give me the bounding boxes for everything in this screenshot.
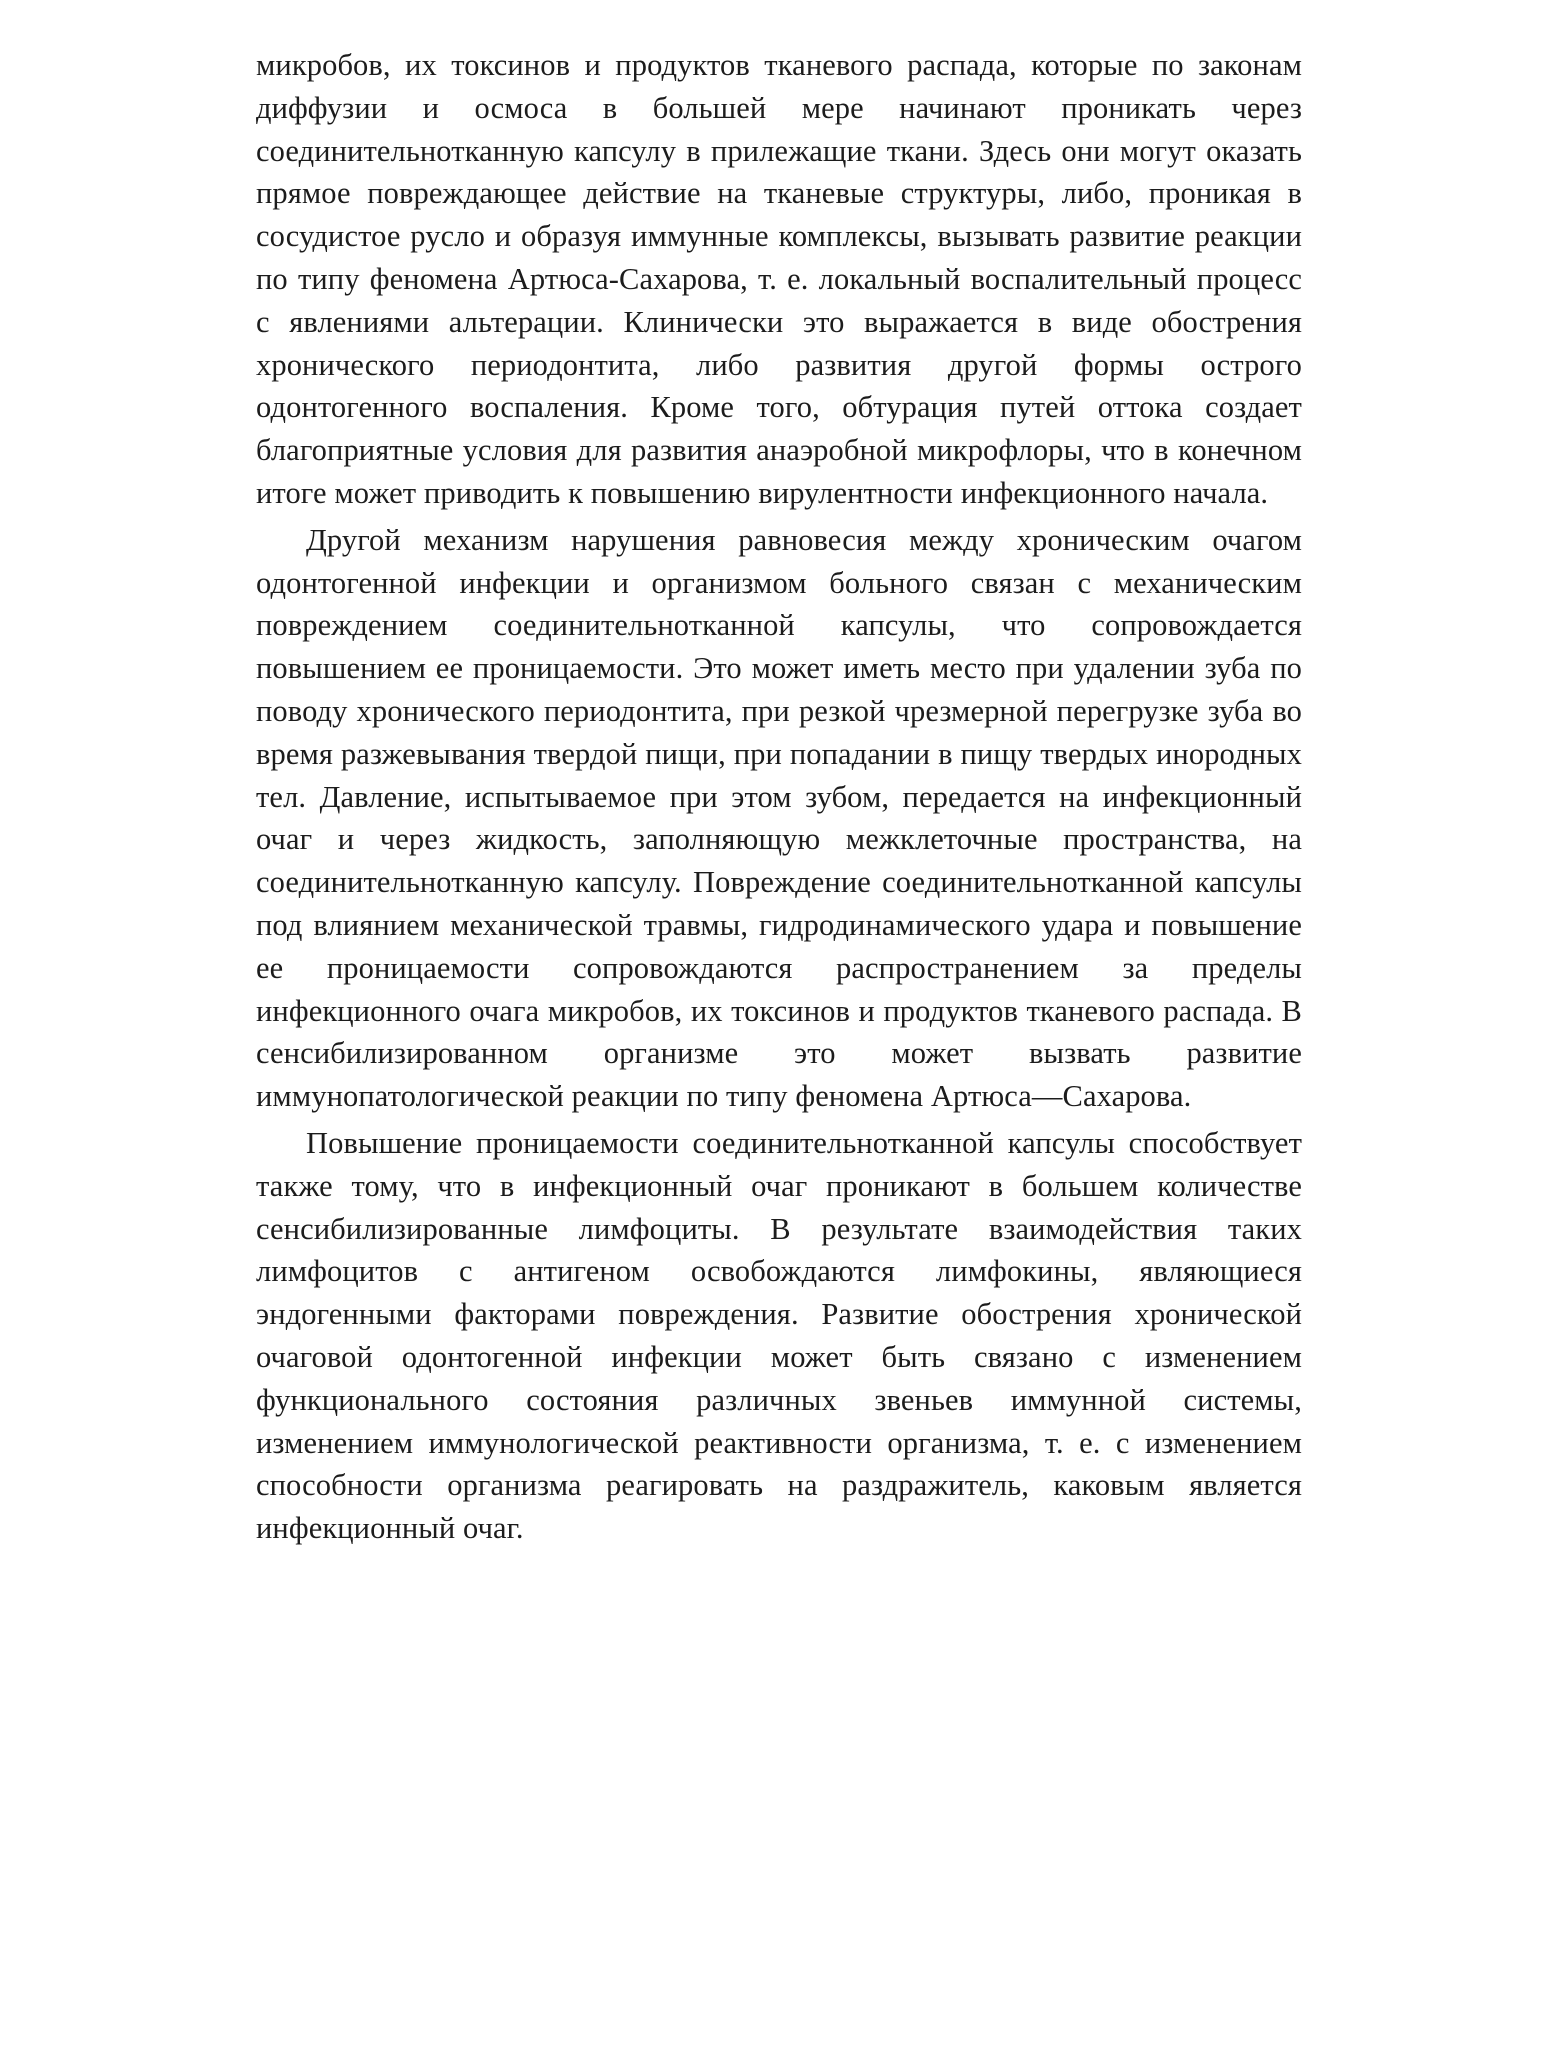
paragraph-permeability: Повышение проницаемости соединительнотканной капсулы способствует также тому, что в инфекционный очаг проникают в большем количестве сенсибилизированные лимфоциты. В результате взаимодействия таких лимфоцитов с антигеном освобождаются лимфокины, являющиеся эндогенными факторами повреждения. Развитие обострения хронической очаговой одонтогенной инфекции может быть связано с изменением функционального состояния различных звеньев иммунной системы, изменением иммунологической реактивности организма, т. е. с изменением способности организма реагировать на раздражитель, каковым является инфекционный очаг. bbox=[256, 1125, 1302, 1546]
document-page bbox=[256, 44, 1302, 1550]
paragraph-mechanical-damage: Другой механизм нарушения равновесия между хроническим очагом одонтогенной инфекции и организмом больного связан с механическим повреждением соединительнотканной капсулы, что сопровождается повышением ее проницаемости. Это может иметь место при удалении зуба по поводу хронического периодонтита, при резкой чрезмерной перегрузке зуба во время разжевывания твердой пищи, при попадании в пищу твердых инородных тел. Давление, испытываемое при этом зубом, передается на инфекционный очаг и через жидкость, заполняющую межклеточные пространства, на соединительнотканную капсулу. Повреждение соединительнотканной капсулы под влиянием механической травмы, гидродинамического удара и повышение ее проницаемости сопровождаются распространением за пределы инфекционного очага микробов, их токсинов и продуктов тканевого распада. В сенсибилизированном организме это может вызвать развитие иммунопатологической реакции по типу феномена Артюса—Сахарова. bbox=[256, 522, 1302, 1114]
paragraph-continuation: микробов, их токсинов и продуктов тканевого распада, которые по законам диффузии и осмоса в большей мере начинают проникать через соединительнотканную капсулу в прилежащие ткани. Здесь они могут оказать прямое повреждающее действие на тканевые структуры, либо, проникая в сосудистое русло и образуя иммунные комплексы, вызывать развитие реакции по типу феномена Артюса-Сахарова, т. е. локальный воспалительный процесс с явлениями альтерации. Клинически это выражается в виде обострения хронического периодонтита, либо развития другой формы острого одонтогенного воспаления. Кроме того, обтурация путей оттока создает благоприятные условия для развития анаэробной микрофлоры, что в конечном итоге может приводить к повышению вирулентности инфекционного начала. bbox=[256, 48, 1302, 510]
